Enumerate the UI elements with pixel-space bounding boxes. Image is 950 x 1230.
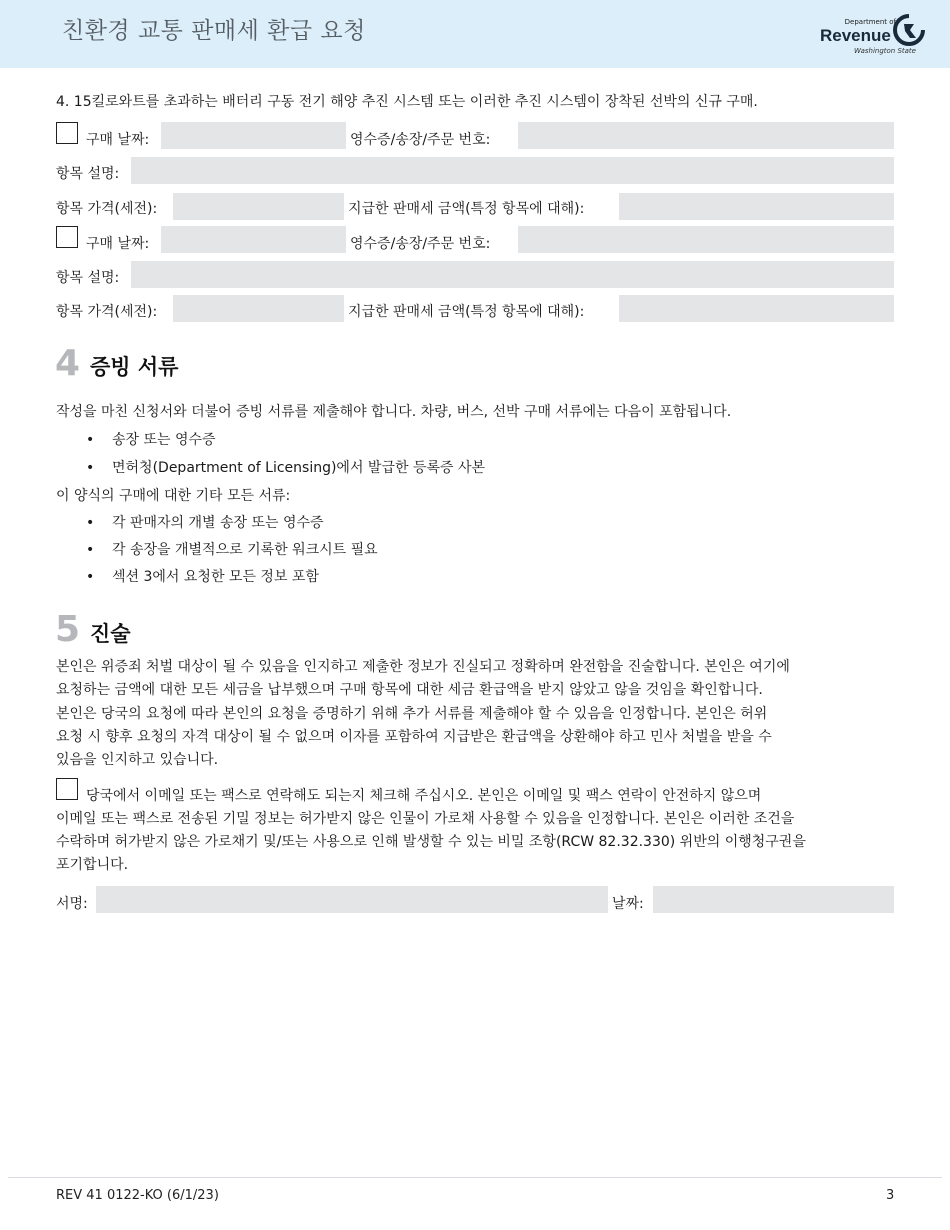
entry1-price-field[interactable] bbox=[173, 193, 344, 220]
date-label: 날짜: bbox=[612, 896, 644, 912]
page-header bbox=[0, 0, 950, 68]
page-title: 친환경 교통 판매세 환급 요청 bbox=[62, 18, 366, 44]
entry2-receipt-field[interactable] bbox=[518, 226, 894, 253]
revenue-logo-icon bbox=[892, 14, 926, 46]
entry2-description-field[interactable] bbox=[131, 261, 894, 288]
statement-line: 있음을 인지하고 있습니다. bbox=[56, 752, 219, 768]
consent-line: 이메일 또는 팩스로 전송된 기밀 정보는 허가받지 않은 인물이 가로채 사용할 수 있음을 인정합니다. 본인은 이러한 조건을 bbox=[56, 811, 795, 827]
entry1-tax-label: 지급한 판매세 금액(특정 항목에 대해): bbox=[348, 201, 585, 217]
entry1-price-label: 항목 가격(세전): bbox=[56, 201, 158, 217]
section4-other-intro: 이 양식의 구매에 대한 기타 모든 서류: bbox=[56, 488, 291, 504]
section4-number: 4 bbox=[55, 343, 81, 384]
consent-line: 수락하며 허가받지 않은 가로채기 및/또는 사용으로 인해 발생할 수 있는 비밀 조항(RCW 82.32.330) 위반의 이행청구권을 bbox=[56, 834, 806, 850]
form-id: REV 41 0122-KO (6/1/23) bbox=[56, 1188, 219, 1203]
section5-number: 5 bbox=[55, 609, 81, 650]
logo-state-text: Washington State bbox=[854, 47, 916, 55]
statement-line: 본인은 당국의 요청에 따라 본인의 요청을 증명하기 위해 추가 서류를 제출해야 할 수 있음을 인정합니다. 본인은 허위 bbox=[56, 706, 768, 722]
section4-title: 증빙 서류 bbox=[90, 355, 179, 379]
entry2-receipt-label: 영수증/송장/주문 번호: bbox=[350, 236, 491, 252]
logo-name-text: Revenue bbox=[820, 26, 891, 45]
list-item: • 섹션 3에서 요청한 모든 정보 포함 bbox=[112, 568, 319, 586]
contact-consent-checkbox[interactable] bbox=[56, 778, 78, 800]
statement-line: 요청 시 향후 요청의 자격 대상이 될 수 없으며 이자를 포함하여 지급받은 환급액을 상환해야 하고 민사 처벌을 받을 수 bbox=[56, 729, 772, 745]
date-field[interactable] bbox=[653, 886, 894, 913]
entry2-tax-field[interactable] bbox=[619, 295, 894, 322]
entry1-purchase-date-field[interactable] bbox=[161, 122, 346, 149]
page-number: 3 bbox=[886, 1188, 895, 1203]
revenue-logo bbox=[820, 14, 930, 58]
entry2-purchase-date-field[interactable] bbox=[161, 226, 346, 253]
entry1-description-field[interactable] bbox=[131, 157, 894, 184]
entry1-tax-field[interactable] bbox=[619, 193, 894, 220]
list-item: • 각 판매자의 개별 송장 또는 영수증 bbox=[112, 514, 324, 532]
entry2-checkbox[interactable] bbox=[56, 226, 78, 248]
consent-line: 당국에서 이메일 또는 팩스로 연락해도 되는지 체크해 주십시오. 본인은 이메일 및 팩스 연락이 안전하지 않으며 bbox=[86, 788, 762, 804]
entry1-receipt-field[interactable] bbox=[518, 122, 894, 149]
item4-description: 4. 15킬로와트를 초과하는 배터리 구동 전기 해양 추진 시스템 또는 이러한 추진 시스템이 장착된 선박의 신규 구매. bbox=[56, 94, 758, 110]
entry1-purchase-date-label: 구매 날짜: bbox=[86, 132, 150, 148]
section4-intro: 작성을 마친 신청서와 더불어 증빙 서류를 제출해야 합니다. 차량, 버스, 선박 구매 서류에는 다음이 포함됩니다. bbox=[56, 404, 732, 420]
entry2-price-label: 항목 가격(세전): bbox=[56, 304, 158, 320]
footer-divider bbox=[8, 1177, 942, 1178]
statement-line: 요청하는 금액에 대한 모든 세금을 납부했으며 구매 항목에 대한 세금 환급액을 받지 않았고 않을 것임을 확인합니다. bbox=[56, 682, 763, 698]
signature-field[interactable] bbox=[96, 886, 608, 913]
entry2-description-label: 항목 설명: bbox=[56, 270, 120, 286]
entry2-price-field[interactable] bbox=[173, 295, 344, 322]
consent-line: 포기합니다. bbox=[56, 857, 129, 873]
entry1-receipt-label: 영수증/송장/주문 번호: bbox=[350, 132, 491, 148]
logo-dept-text: Department of bbox=[844, 18, 896, 26]
list-item: • 면허청(Department of Licensing)에서 발급한 등록증 사본 bbox=[112, 459, 485, 477]
list-item: • 송장 또는 영수증 bbox=[112, 431, 216, 449]
entry1-description-label: 항목 설명: bbox=[56, 166, 120, 182]
section5-title: 진술 bbox=[90, 622, 131, 646]
statement-line: 본인은 위증죄 처벌 대상이 될 수 있음을 인지하고 제출한 정보가 진실되고 정확하며 완전함을 진술합니다. 본인은 여기에 bbox=[56, 659, 790, 675]
entry1-checkbox[interactable] bbox=[56, 122, 78, 144]
entry2-tax-label: 지급한 판매세 금액(특정 항목에 대해): bbox=[348, 304, 585, 320]
entry2-purchase-date-label: 구매 날짜: bbox=[86, 236, 150, 252]
signature-label: 서명: bbox=[56, 896, 88, 912]
list-item: • 각 송장을 개별적으로 기록한 워크시트 필요 bbox=[112, 541, 378, 559]
